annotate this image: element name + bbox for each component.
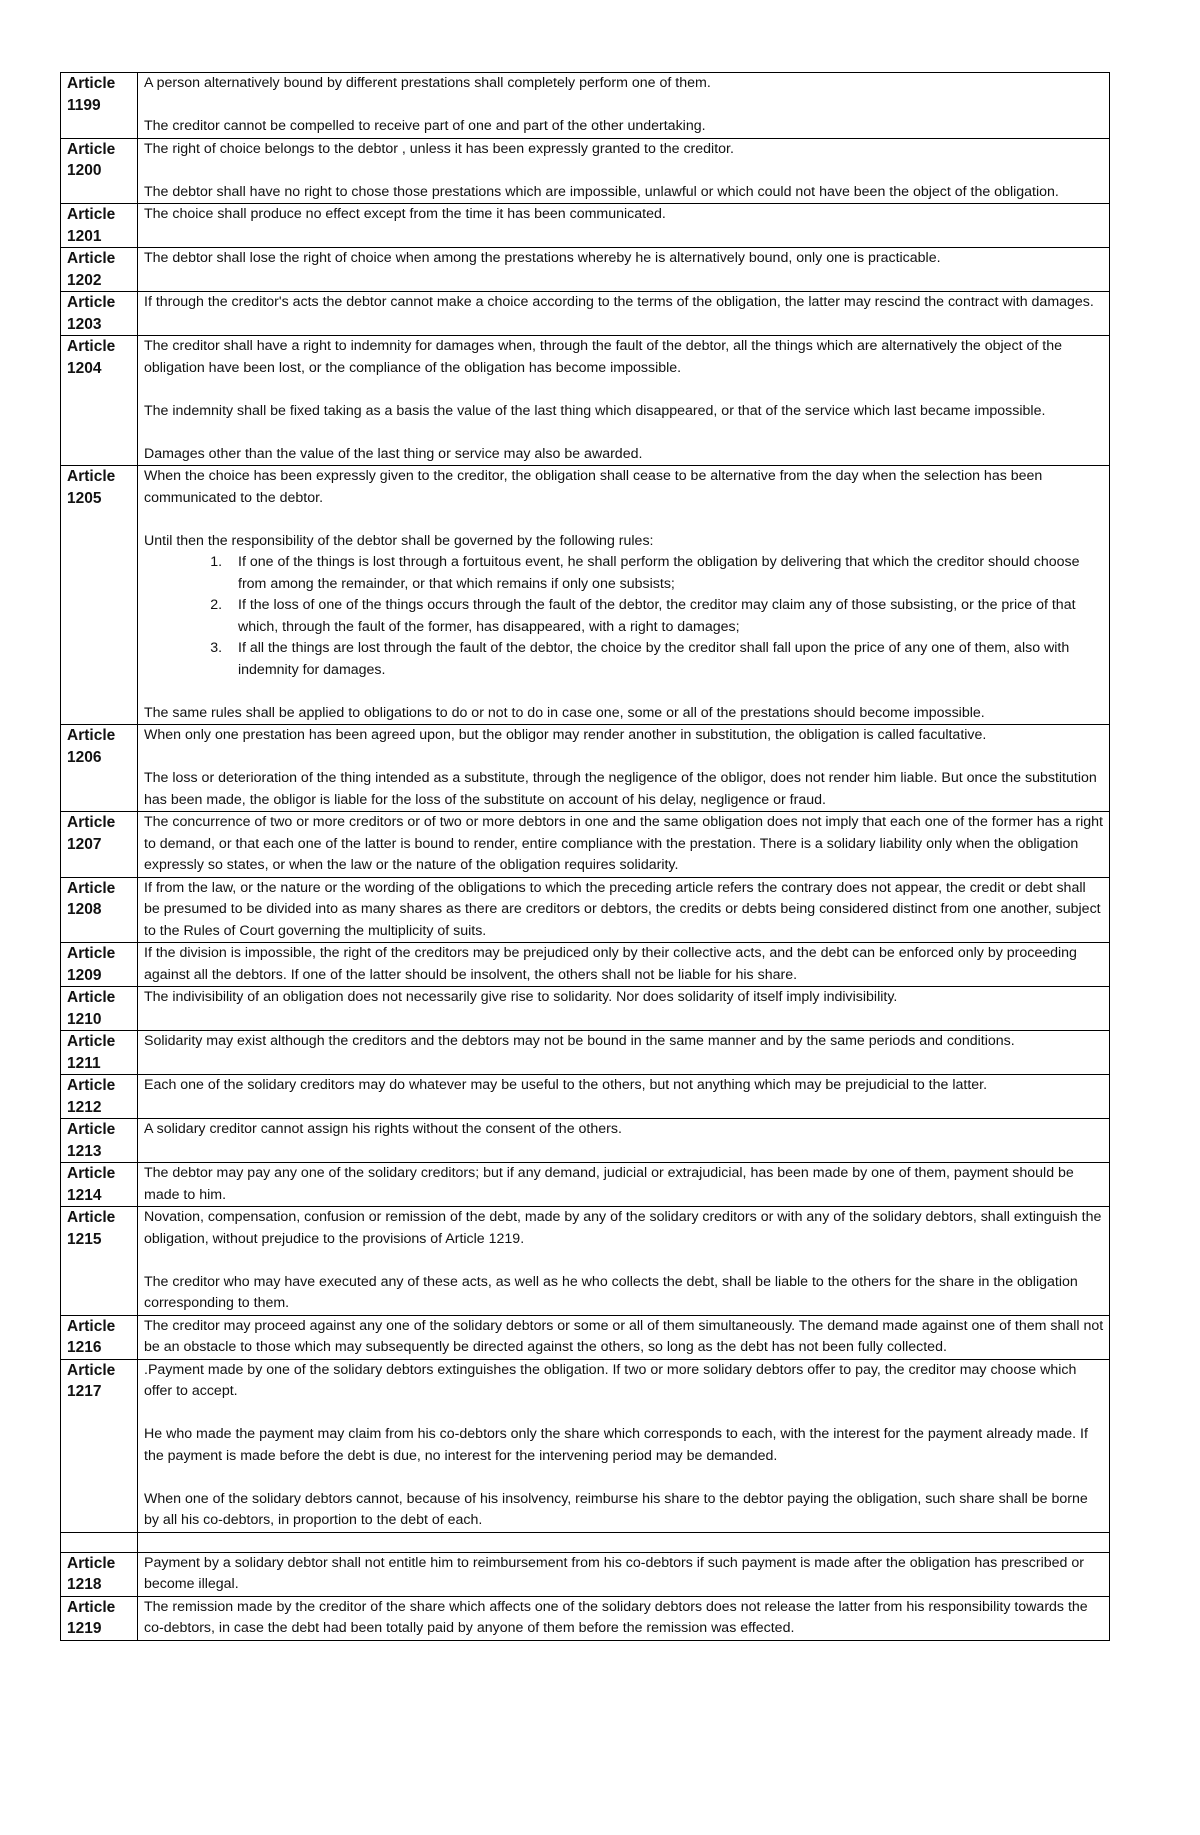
article-row <box>61 466 1110 725</box>
article-paragraph: The same rules shall be applied to obligations to do or not to do in case one, some or all of the prestations should become impossible. <box>144 704 985 721</box>
article-number-cell <box>61 1315 138 1359</box>
article-number: 1202 <box>67 271 102 289</box>
article-row <box>61 1207 1110 1316</box>
article-text-cell <box>138 336 1110 466</box>
article-rules-list <box>144 552 1105 681</box>
article-paragraph: If from the law, or the nature or the wording of the obligations to which the preceding article refers the contrary does not appear, the credit or debt shall be presumed to be divided into as many shares as there are creditors or debtors, the credits or debts being considered distinct from one another, subject to the Rules of Court governing the multiplicity of suits. <box>144 879 1101 939</box>
article-paragraph: The concurrence of two or more creditors or of two or more debtors in one and the same obligation does not imply that each one of the former has a right to demand, or that each one of the latter is bound to render, entire compliance with the prestation. There is a solidary liability only when the obligation expressly so states, or when the law or the nature of the obligation requires solidarity. <box>144 814 1103 873</box>
article-label: Article <box>67 879 116 897</box>
article-number-cell <box>61 987 138 1031</box>
article-number: 1208 <box>67 901 102 918</box>
article-paragraph: The creditor may proceed against any one of the solidary debtors or some or all of them simultaneously. The demand made against one of them shall not be an obstacle to those which may subsequently be directed against the others, so long as the debt has not been fully collected. <box>144 1317 1104 1355</box>
article-label: Article <box>67 814 116 831</box>
article-number: 1199 <box>67 96 101 114</box>
article-number: 1213 <box>67 1142 102 1160</box>
document-page <box>60 72 1110 1641</box>
article-number-cell <box>61 466 138 725</box>
article-label: Article <box>67 1077 116 1094</box>
article-label: Article <box>67 727 116 744</box>
empty-cell <box>138 1532 1110 1552</box>
article-text-cell <box>138 1315 1110 1359</box>
article-text-cell <box>138 725 1110 812</box>
article-text-cell <box>138 1163 1110 1207</box>
article-row <box>61 248 1110 292</box>
article-paragraph: The indivisibility of an obligation does not necessarily give rise to solidarity. Nor does solidarity of itself imply indivisibility. <box>144 989 898 1005</box>
article-label: Article <box>67 468 116 485</box>
article-text-cell <box>138 248 1110 292</box>
article-text-cell <box>138 1359 1110 1532</box>
article-paragraph: The debtor shall lose the right of choice when among the prestations whereby he is alternatively bound, only one is practicable. <box>144 250 941 266</box>
article-row <box>61 1315 1110 1359</box>
article-paragraph: A solidary creditor cannot assign his rights without the consent of the others. <box>144 1121 622 1137</box>
article-label: Article <box>67 250 116 267</box>
article-number: 1218 <box>67 1576 102 1593</box>
article-paragraph: The loss or deterioration of the thing intended as a substitute, through the negligence of the obligor, does not render him liable. But once the substitution has been made, the obligor is liable for the loss of the substitute on account of his delay, negligence or fraud. <box>144 770 1097 808</box>
article-label: Article <box>67 1317 116 1335</box>
article-text-cell <box>138 204 1110 248</box>
article-row <box>61 1031 1110 1075</box>
article-number: 1203 <box>67 315 102 333</box>
article-number: 1210 <box>67 1010 102 1028</box>
article-label: Article <box>67 1554 116 1572</box>
article-label: Article <box>67 1361 116 1379</box>
article-label: Article <box>67 206 116 223</box>
article-number-cell <box>61 943 138 987</box>
article-number-cell <box>61 1552 138 1596</box>
article-number: 1217 <box>67 1383 102 1400</box>
article-row <box>61 1119 1110 1163</box>
article-label: Article <box>67 989 116 1006</box>
article-number: 1216 <box>67 1339 102 1356</box>
article-number-cell <box>61 1031 138 1075</box>
article-number-cell <box>61 812 138 878</box>
article-label: Article <box>67 1121 116 1138</box>
article-number: 1200 <box>67 162 102 179</box>
article-row <box>61 204 1110 248</box>
article-paragraph: The creditor cannot be compelled to receive part of one and part of the other undertaking. <box>144 118 706 134</box>
article-number-cell <box>61 73 138 139</box>
article-paragraph: .Payment made by one of the solidary debtors extinguishes the obligation. If two or more solidary debtors offer to pay, the creditor may choose which offer to accept. <box>144 1361 1077 1399</box>
article-row <box>61 1596 1110 1640</box>
article-paragraph: The creditor shall have a right to indemnity for damages when, through the fault of the debtor, all the things which are alternatively the object of the obligation have been lost, or the compliance of the obligation has become impossible. <box>144 338 1062 376</box>
article-text-cell <box>138 1596 1110 1640</box>
article-number-cell <box>61 1359 138 1532</box>
article-number-cell <box>61 1075 138 1119</box>
article-number-cell <box>61 725 138 812</box>
article-text-cell <box>138 1075 1110 1119</box>
article-list-intro: Until then the responsibility of the debtor shall be governed by the following rules: <box>144 532 654 549</box>
article-label: Article <box>67 1598 116 1616</box>
article-paragraph: Solidarity may exist although the creditors and the debtors may not be bound in the same manner and by the same periods and conditions. <box>144 1033 1015 1049</box>
article-paragraph: When only one prestation has been agreed upon, but the obligor may render another in substitution, the obligation is called facultative. <box>144 727 987 743</box>
article-number: 1201 <box>67 227 102 245</box>
article-label: Article <box>67 1165 116 1182</box>
article-text-cell <box>138 943 1110 987</box>
article-paragraph: Novation, compensation, confusion or remission of the debt, made by any of the solidary creditors or with any of the solidary debtors, shall extinguish the obligation, without prejudice to the provisions of Article 1219. <box>144 1209 1102 1247</box>
article-text-cell <box>138 987 1110 1031</box>
article-number: 1211 <box>67 1054 101 1072</box>
article-number-cell <box>61 1207 138 1316</box>
article-number-cell <box>61 336 138 466</box>
article-row <box>61 292 1110 336</box>
article-number: 1215 <box>67 1230 102 1248</box>
article-row <box>61 987 1110 1031</box>
article-number: 1207 <box>67 835 102 853</box>
article-text-cell <box>138 292 1110 336</box>
article-label: Article <box>67 140 116 158</box>
article-rule-item: 3. If all the things are lost through the fault of the debtor, the choice by the creditor shall fall upon the price of any one of them, also with indemnity for damages. <box>226 638 1105 681</box>
article-row <box>61 943 1110 987</box>
empty-row <box>61 1532 1110 1552</box>
article-paragraph: When the choice has been expressly given to the creditor, the obligation shall cease to be alternative from the day when the selection has been communicated to the debtor. <box>144 468 1043 506</box>
article-rule-item: 1. If one of the things is lost through a fortuitous event, he shall perform the obligation by delivering that which the creditor should choose from among the remainder, or that which remains if only one subsists; <box>226 552 1105 595</box>
article-paragraph: Each one of the solidary creditors may do whatever may be useful to the others, but not anything which may be prejudicial to the latter. <box>144 1077 988 1093</box>
article-label: Article <box>67 1209 116 1226</box>
articles-table-body <box>61 73 1110 1641</box>
article-row <box>61 138 1110 204</box>
article-paragraph: The debtor may pay any one of the solidary creditors; but if any demand, judicial or extrajudicial, has been made by one of them, payment should be made to him. <box>144 1165 1074 1203</box>
article-row <box>61 812 1110 878</box>
article-number-cell <box>61 1163 138 1207</box>
article-paragraph: The choice shall produce no effect except from the time it has been communicated. <box>144 206 666 222</box>
article-number: 1204 <box>67 359 102 377</box>
article-row <box>61 725 1110 812</box>
article-label: Article <box>67 945 116 962</box>
article-text-cell <box>138 466 1110 725</box>
article-paragraph: A person alternatively bound by different prestations shall completely perform one of them. <box>144 75 711 91</box>
article-paragraph: The debtor shall have no right to chose those prestations which are impossible, unlawful or which could not have been the object of the obligation. <box>144 183 1059 200</box>
article-text-cell <box>138 1552 1110 1596</box>
article-text-cell <box>138 877 1110 943</box>
article-label: Article <box>67 294 116 311</box>
article-row <box>61 1552 1110 1596</box>
article-rule-item: 2. If the loss of one of the things occurs through the fault of the debtor, the creditor may claim any of those subsisting, or the price of that which, through the fault of the former, has disappeared, with a right to damages; <box>226 595 1105 638</box>
article-text-cell <box>138 73 1110 139</box>
article-label: Article <box>67 338 116 355</box>
article-paragraph: When one of the solidary debtors cannot, because of his insolvency, reimburse his share to the debtor paying the obligation, such share shall be borne by all his co-debtors, in proportion to the debt of each. <box>144 1490 1088 1528</box>
article-paragraph: Payment by a solidary debtor shall not entitle him to reimbursement from his co-debtors if such payment is made after the obligation has prescribed or become illegal. <box>144 1554 1084 1592</box>
article-number-cell <box>61 1119 138 1163</box>
article-paragraph: The remission made by the creditor of the share which affects one of the solidary debtors does not release the latter from his responsibility towards the co-debtors, in case the debt had been totally paid by anyone of them before the remission was effected. <box>144 1598 1088 1636</box>
article-number-cell <box>61 877 138 943</box>
article-number: 1219 <box>67 1620 102 1637</box>
article-label: Article <box>67 75 116 92</box>
article-paragraph: The right of choice belongs to the debtor , unless it has been expressly granted to the creditor. <box>144 140 734 157</box>
article-paragraph: He who made the payment may claim from his co-debtors only the share which corresponds to each, with the interest for the payment already made. If the payment is made before the debt is due, no interest for the intervening period may be demanded. <box>144 1426 1088 1464</box>
article-number-cell <box>61 248 138 292</box>
article-paragraph: The indemnity shall be fixed taking as a basis the value of the last thing which disappeared, or that of the service which last became impossible. <box>144 402 1046 419</box>
article-row <box>61 1075 1110 1119</box>
article-row <box>61 1163 1110 1207</box>
article-number-cell <box>61 1596 138 1640</box>
article-text-cell <box>138 1207 1110 1316</box>
article-paragraph: Damages other than the value of the last thing or service may also be awarded. <box>144 445 643 462</box>
article-text-cell <box>138 1031 1110 1075</box>
article-paragraph: If through the creditor's acts the debtor cannot make a choice according to the terms of the obligation, the latter may rescind the contract with damages. <box>144 294 1094 310</box>
article-number-cell <box>61 204 138 248</box>
article-text-cell <box>138 138 1110 204</box>
article-row <box>61 336 1110 466</box>
article-number: 1214 <box>67 1186 102 1204</box>
article-number-cell <box>61 292 138 336</box>
article-text-cell <box>138 812 1110 878</box>
article-number: 1206 <box>67 748 102 766</box>
article-row <box>61 1359 1110 1532</box>
article-row <box>61 73 1110 139</box>
articles-table <box>60 72 1110 1641</box>
article-paragraph: The creditor who may have executed any of these acts, as well as he who collects the debt, shall be liable to the others for the share in the obligation corresponding to them. <box>144 1273 1078 1311</box>
empty-cell <box>61 1532 138 1552</box>
article-paragraph: If the division is impossible, the right of the creditors may be prejudiced only by their collective acts, and the debt can be enforced only by proceeding against all the debtors. If one of the latter should be insolvent, the others shall not be liable for his share. <box>144 945 1077 983</box>
article-number-cell <box>61 138 138 204</box>
article-row <box>61 877 1110 943</box>
article-number: 1212 <box>67 1098 102 1116</box>
article-number: 1205 <box>67 489 102 507</box>
article-label: Article <box>67 1033 116 1050</box>
article-text-cell <box>138 1119 1110 1163</box>
article-number: 1209 <box>67 966 102 984</box>
